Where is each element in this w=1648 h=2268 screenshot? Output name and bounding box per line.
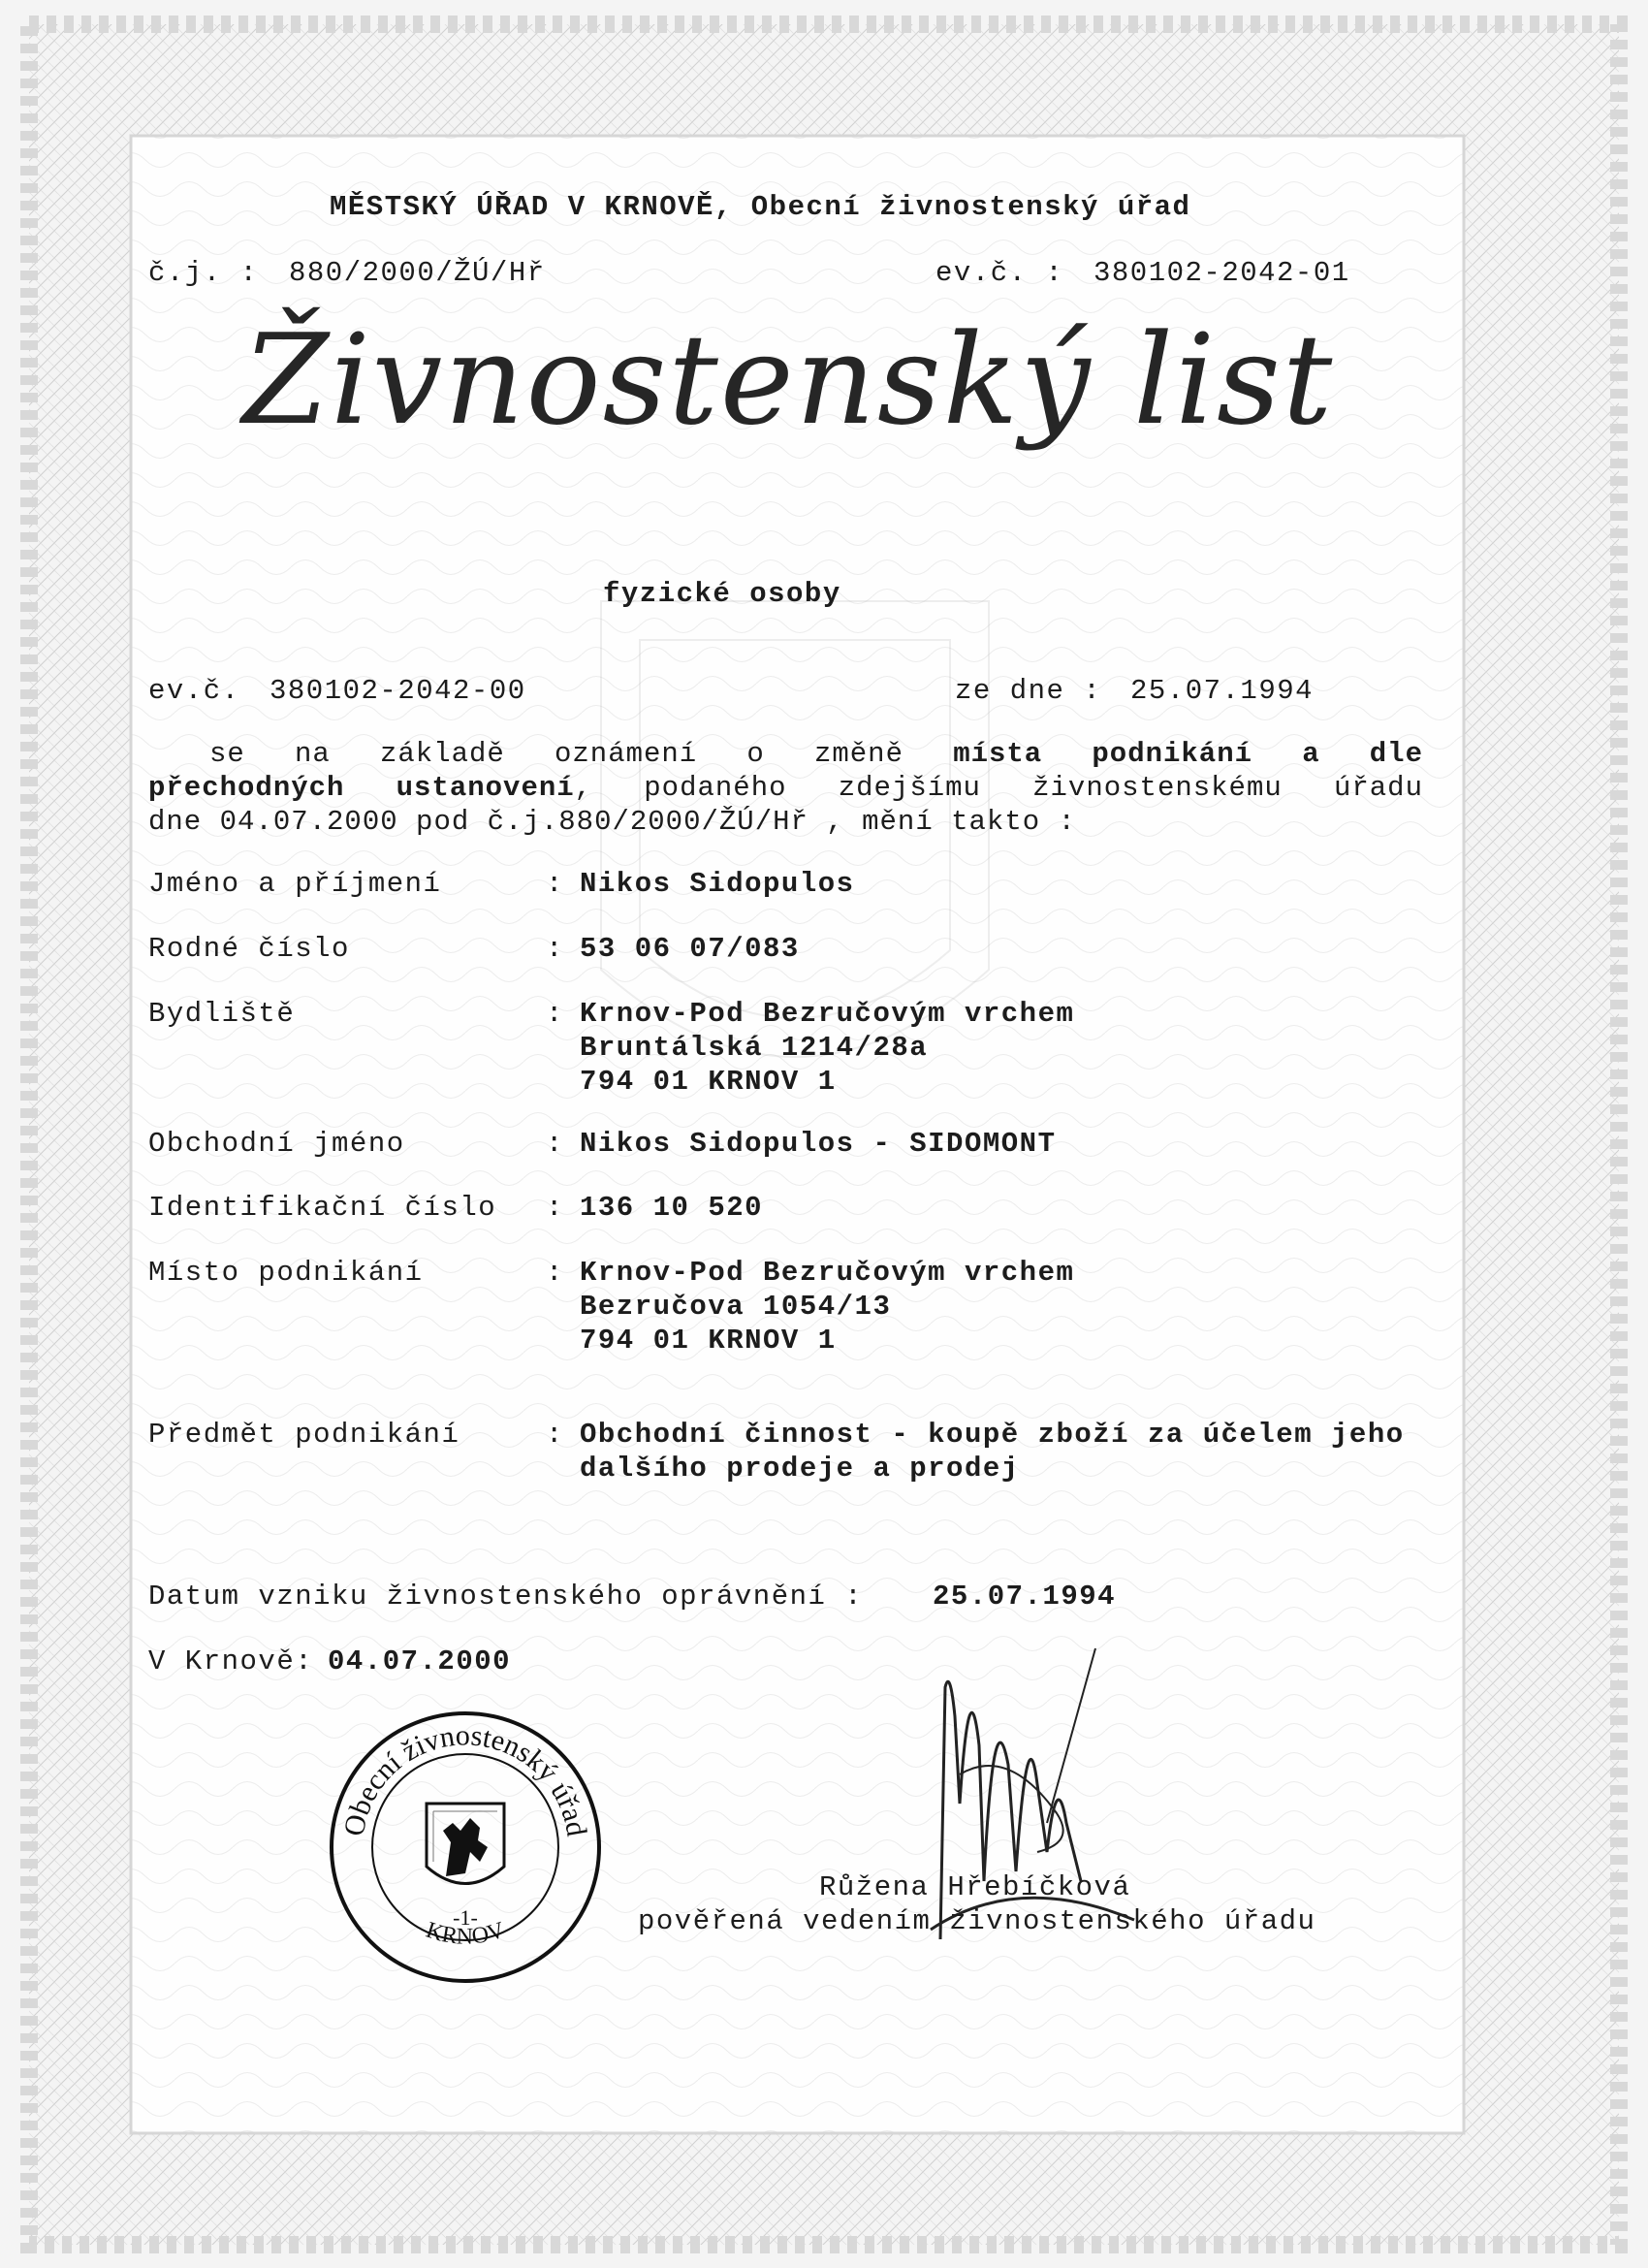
residence-colon: : xyxy=(546,998,564,1030)
lion-shield-icon xyxy=(427,1804,504,1884)
residence-line-2: Bruntálská 1214/28a xyxy=(580,1032,929,1064)
business-place-label: Místo podnikání xyxy=(148,1257,424,1289)
ico-colon: : xyxy=(546,1192,564,1224)
business-subject-line-1: Obchodní činnost - koupě zboží za účelem jeho xyxy=(580,1419,1405,1451)
place-date-value: 04.07.2000 xyxy=(328,1645,512,1677)
ico-label: Identifikační číslo xyxy=(148,1192,497,1224)
business-subject-label: Předmět podnikání xyxy=(148,1419,460,1451)
residence-line-3: 794 01 KRNOV 1 xyxy=(580,1066,837,1098)
place-date-label: V Krnově: xyxy=(148,1645,314,1677)
name-value: Nikos Sidopulos xyxy=(580,868,855,900)
trade-name-label: Obchodní jméno xyxy=(148,1128,405,1160)
evc-value: 380102-2042-01 xyxy=(1093,257,1350,289)
birth-number-label: Rodné číslo xyxy=(148,933,350,965)
intro-paragraph xyxy=(148,737,1423,839)
stamp-number: -1- xyxy=(453,1905,478,1930)
official-stamp xyxy=(325,1707,606,1988)
document-subtitle: fyzické osoby xyxy=(603,578,841,610)
ref-date-value: 25.07.1994 xyxy=(1130,675,1315,707)
business-place-line-1: Krnov-Pod Bezručovým vrchem xyxy=(580,1257,1075,1289)
trade-name-colon: : xyxy=(546,1128,564,1160)
ref-evc-label: ev.č. xyxy=(148,675,240,707)
stamp-ring-text: Obecní živnostenský úřad xyxy=(337,1719,593,1839)
intro-line-2: přechodných ustanovení, podaného zdejšímu živnostenskému úřadu xyxy=(148,772,1423,804)
business-place-colon: : xyxy=(546,1257,564,1289)
intro-line-3: dne 04.07.2000 pod č.j.880/2000/ŽÚ/Hř , mění takto : xyxy=(148,806,1076,838)
signatory-role: pověřená vedením živnostenského úřadu xyxy=(638,1905,1316,1937)
business-subject-colon: : xyxy=(546,1419,564,1451)
evc-label: ev.č. : xyxy=(935,257,1064,289)
name-colon: : xyxy=(546,868,564,900)
ref-evc-value: 380102-2042-00 xyxy=(269,675,526,707)
birth-number-colon: : xyxy=(546,933,564,965)
document-title: Živnostenský list xyxy=(242,308,1335,453)
intro-line-1: se na základě oznámení o změně místa podnikání a dle xyxy=(209,738,1423,770)
business-place-line-2: Bezručova 1054/13 xyxy=(580,1291,892,1323)
ref-date-label: ze dne : xyxy=(955,675,1102,707)
cj-value: 880/2000/ŽÚ/Hř xyxy=(289,257,546,289)
ico-value: 136 10 520 xyxy=(580,1192,764,1224)
origin-date-value: 25.07.1994 xyxy=(933,1581,1117,1613)
birth-number-value: 53 06 07/083 xyxy=(580,933,800,965)
origin-date-label: Datum vzniku živnostenského oprávnění : xyxy=(148,1581,864,1613)
business-place-line-3: 794 01 KRNOV 1 xyxy=(580,1325,837,1357)
cj-label: č.j. : xyxy=(148,257,259,289)
signatory-name: Růžena Hřebíčková xyxy=(819,1871,1131,1903)
residence-label: Bydliště xyxy=(148,998,296,1030)
residence-line-1: Krnov-Pod Bezručovým vrchem xyxy=(580,998,1075,1030)
office-header: MĚSTSKÝ ÚŘAD V KRNOVĚ, Obecní živnostenský úřad xyxy=(330,191,1191,223)
trade-name-value: Nikos Sidopulos - SIDOMONT xyxy=(580,1128,1057,1160)
business-subject-line-2: dalšího prodeje a prodej xyxy=(580,1453,1020,1485)
name-label: Jméno a příjmení xyxy=(148,868,442,900)
stamp-city-text: KRNOV xyxy=(423,1917,508,1950)
